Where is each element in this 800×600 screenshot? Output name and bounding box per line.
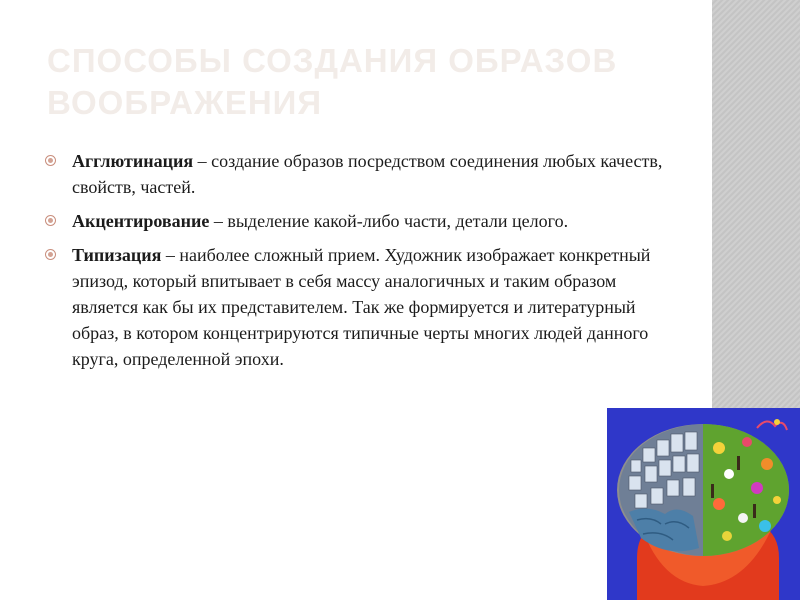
bullet-text: – наиболее сложный прием. Художник изображает конкретный эпизод, который впитывает в себя массу аналогичных и таким образом является как бы их представителем. Так же формируется и литературный образ, в котором концентрируются типичные черты многих людей данного круга, определенной эпохи.: [72, 245, 651, 369]
bullet-item-typification: [45, 242, 685, 372]
brain-illustration: [607, 408, 800, 600]
bullet-term: Акцентирование: [72, 211, 210, 231]
bullet-text: – создание образов посредством соединения любых качеств, свойств, частей.: [72, 151, 663, 197]
bullet-term: Типизация: [72, 245, 162, 265]
bullet-text: – выделение какой-либо части, детали целого.: [209, 211, 569, 231]
bullet-circle-icon: [45, 155, 56, 166]
bullet-item-agglutination: [45, 148, 685, 200]
bullet-term: Агглютинация: [72, 151, 194, 171]
bullet-circle-icon: [45, 249, 56, 260]
slide-title: СПОСОБЫ СОЗДАНИЯ ОБРАЗОВ ВООБРАЖЕНИЯ: [47, 42, 618, 121]
bullet-list: [45, 148, 685, 380]
bullet-item-accentuation: [45, 208, 685, 234]
bullet-circle-icon: [45, 215, 56, 226]
brain-illustration-graphic: [607, 408, 800, 600]
